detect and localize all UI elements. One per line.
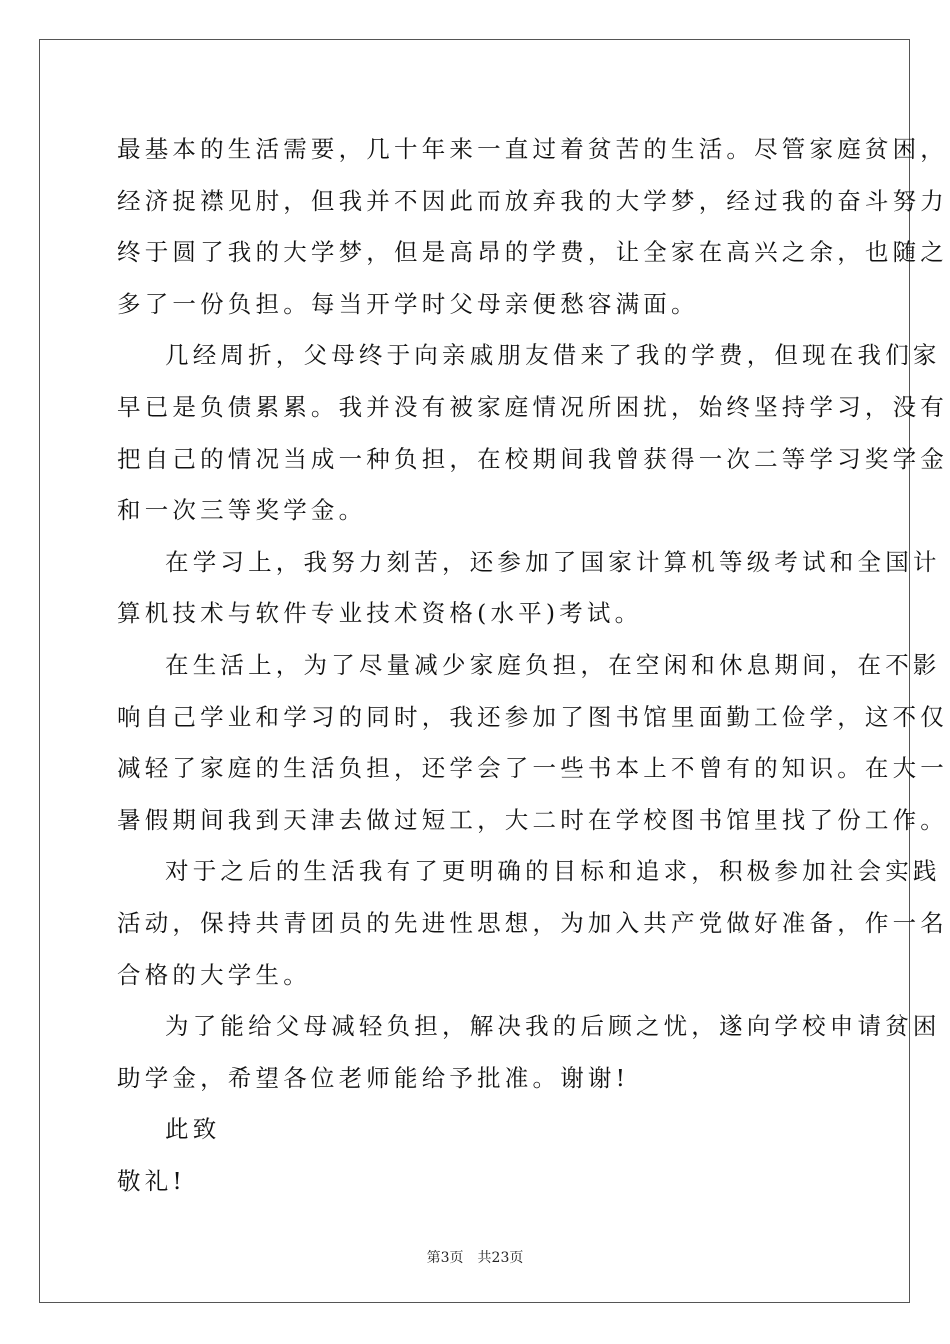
closing-regards: 敬礼! <box>117 1166 187 1195</box>
text-line: 多了一份负担。每当开学时父母亲便愁容满面。 <box>117 289 699 318</box>
text-line: 和一次三等奖学金。 <box>117 496 367 525</box>
text-line: 对于之后的生活我有了更明确的目标和追求，积极参加社会实践 <box>165 857 941 886</box>
text-line: 为了能给父母减轻负担，解决我的后顾之忧，遂向学校申请贫困 <box>165 1012 941 1041</box>
text-line: 经济捉襟见肘，但我并不因此而放弃我的大学梦，经过我的奋斗努力 <box>117 186 948 215</box>
text-line: 响自己学业和学习的同时，我还参加了图书馆里面勤工俭学，这不仅 <box>117 702 948 731</box>
letter-body <box>117 124 948 1207</box>
text-line: 合格的大学生。 <box>117 960 311 989</box>
text-line: 在学习上，我努力刻苦，还参加了国家计算机等级考试和全国计 <box>165 547 941 576</box>
text-line: 早已是负债累累。我并没有被家庭情况所困扰，始终坚持学习，没有 <box>117 392 948 421</box>
text-line: 最基本的生活需要，几十年来一直过着贫苦的生活。尽管家庭贫困， <box>117 135 948 163</box>
text-line: 几经周折，父母终于向亲戚朋友借来了我的学费，但现在我们家 <box>165 341 941 370</box>
text-line: 终于圆了我的大学梦，但是高昂的学费，让全家在高兴之余，也随之 <box>117 238 948 267</box>
text-line: 活动，保持共青团员的先进性思想，为加入共产党做好准备，作一名 <box>117 908 948 937</box>
text-line: 减轻了家庭的生活负担，还学会了一些书本上不曾有的知识。在大一 <box>117 754 948 783</box>
text-line: 助学金，希望各位老师能给予批准。谢谢! <box>117 1063 630 1092</box>
text-line: 把自己的情况当成一种负担，在校期间我曾获得一次二等学习奖学金 <box>117 444 948 473</box>
text-line: 算机技术与软件专业技术资格(水平)考试。 <box>117 599 643 628</box>
text-line: 暑假期间我到天津去做过短工，大二时在学校图书馆里找了份工作。 <box>117 805 948 834</box>
page-number: 第3页 共23页 <box>426 1250 524 1266</box>
text-line: 在生活上，为了尽量减少家庭负担，在空闲和休息期间，在不影 <box>165 650 941 679</box>
closing-salutation: 此致 <box>165 1115 221 1144</box>
